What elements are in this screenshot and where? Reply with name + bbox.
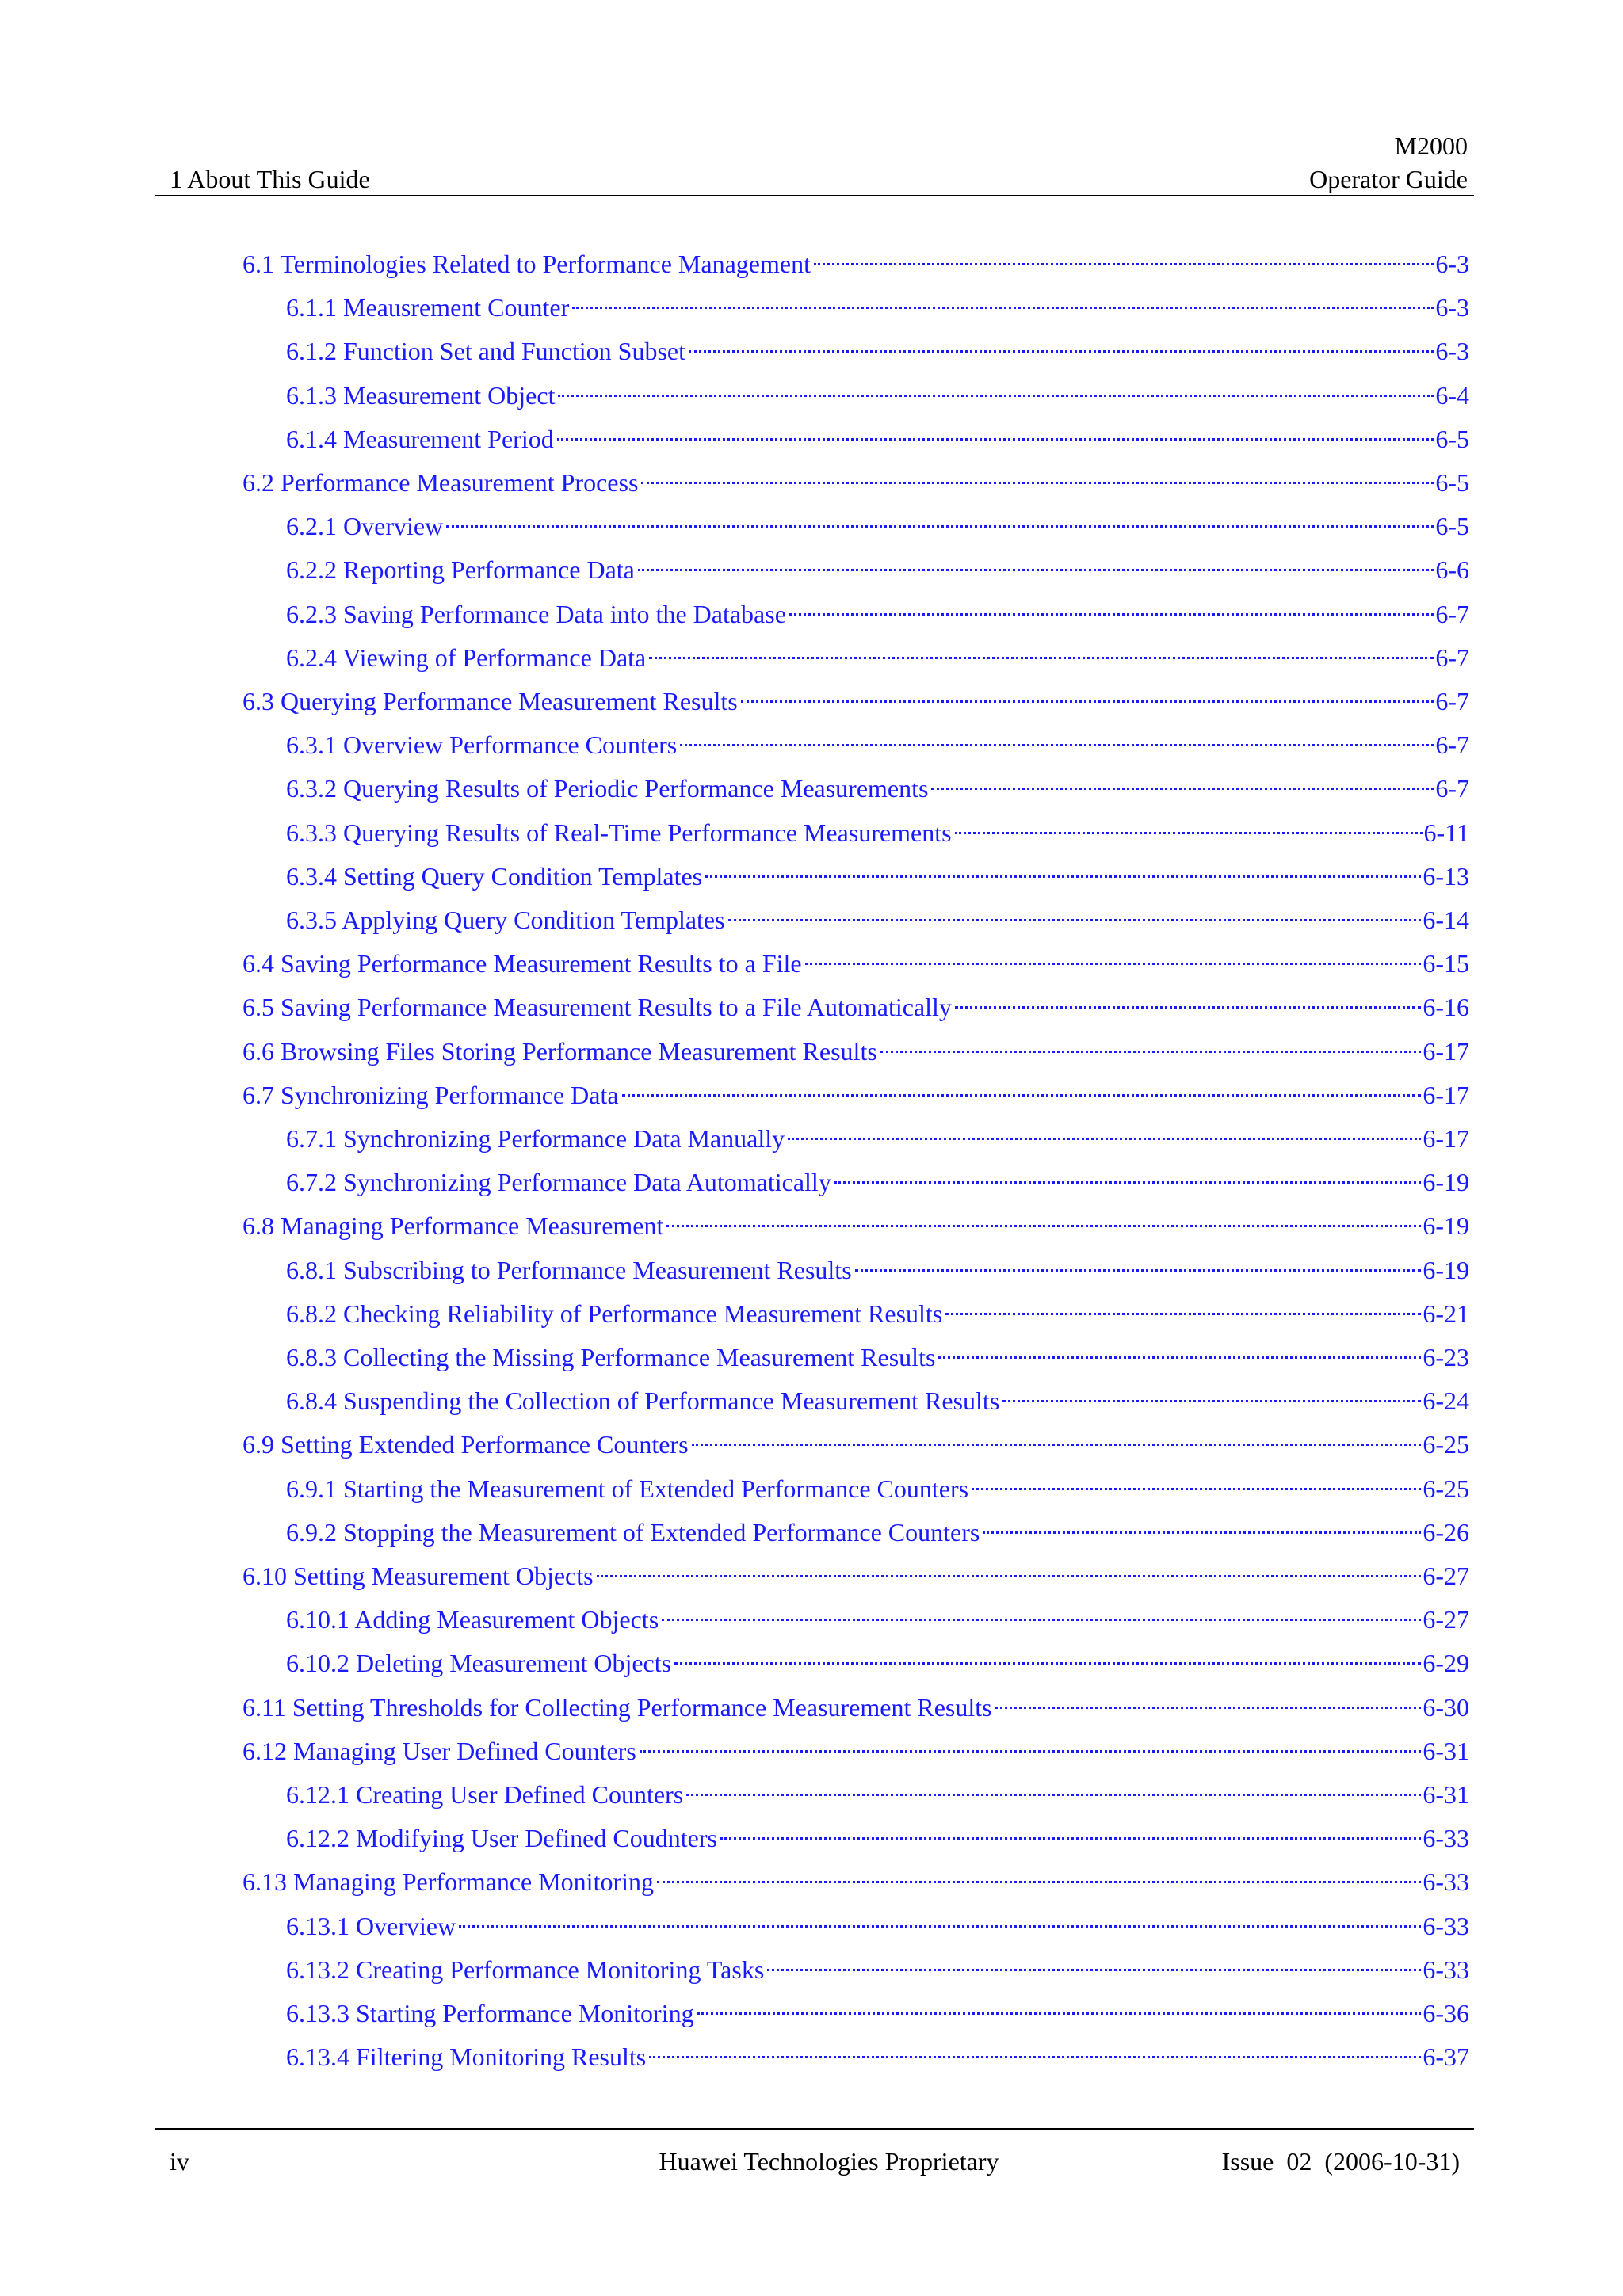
toc-entry-title[interactable]: 6.1.4 Measurement Period — [286, 424, 554, 453]
toc-entry-title[interactable]: 6.12.2 Modifying User Defined Coudnters — [286, 1824, 717, 1853]
toc-entry-title[interactable]: 6.13 Managing Performance Monitoring — [242, 1867, 654, 1897]
toc-entry-title[interactable]: 6.3.5 Applying Query Condition Templates — [286, 906, 725, 934]
toc-entry-page[interactable]: 6-23 — [1423, 1343, 1469, 1371]
toc-dot-leader — [805, 925, 1422, 965]
toc-entry-page[interactable]: 6-31 — [1423, 1780, 1469, 1809]
toc-entry-page[interactable]: 6-14 — [1423, 906, 1469, 934]
toc-dot-leader — [557, 400, 1434, 441]
toc-entry-title[interactable]: 6.3.4 Setting Query Condition Templates — [286, 861, 703, 891]
toc-entry-title[interactable]: 6.13.1 Overview — [286, 1911, 456, 1940]
toc-dot-leader — [666, 1187, 1421, 1227]
toc-entry-page[interactable]: 6-19 — [1423, 1255, 1469, 1284]
toc-entry-page[interactable]: 6-13 — [1423, 861, 1469, 891]
toc-entry-title[interactable]: 6.1 Terminologies Related to Performance Management — [242, 250, 811, 278]
toc-entry-title[interactable]: 6.1.2 Function Set and Function Subset — [286, 337, 685, 366]
toc-entry-title[interactable]: 6.10 Setting Measurement Objects — [242, 1562, 594, 1590]
toc-entry-title[interactable]: 6.10.2 Deleting Measurement Objects — [286, 1649, 672, 1678]
toc-entry-title[interactable]: 6.12.1 Creating User Defined Counters — [286, 1780, 684, 1809]
toc-dot-leader — [789, 575, 1434, 616]
toc-entry-title[interactable]: 6.3 Querying Performance Measurement Results — [242, 687, 738, 715]
footer-page-number: iv — [170, 2147, 189, 2176]
toc-dot-leader — [788, 1100, 1421, 1140]
toc-dot-leader — [720, 1799, 1421, 1840]
toc-entry-page[interactable]: 6-21 — [1423, 1299, 1469, 1328]
toc-entry-page[interactable]: 6-29 — [1423, 1649, 1469, 1678]
toc-entry-page[interactable]: 6-7 — [1435, 643, 1469, 672]
toc-entry-page[interactable]: 6-6 — [1435, 555, 1469, 585]
toc-entry-page[interactable]: 6-33 — [1423, 1867, 1469, 1897]
toc-entry-title[interactable]: 6.8.1 Subscribing to Performance Measurement Results — [286, 1255, 852, 1284]
toc-entry-page[interactable]: 6-11 — [1423, 818, 1469, 847]
toc-entry-page[interactable]: 6-16 — [1423, 993, 1469, 1022]
toc-dot-leader — [689, 312, 1434, 353]
toc-dot-leader — [649, 619, 1434, 659]
toc-dot-leader — [640, 1712, 1422, 1753]
toc-entry-title[interactable]: 6.1.3 Measurement Object — [286, 380, 556, 410]
toc-entry-page[interactable]: 6-25 — [1423, 1474, 1469, 1503]
toc-dot-leader — [572, 269, 1434, 309]
toc-dot-leader — [1002, 1362, 1421, 1402]
toc-entry-title[interactable]: 6.13.4 Filtering Monitoring Results — [286, 2042, 647, 2072]
toc-dot-leader — [955, 794, 1423, 834]
toc-entry-page[interactable]: 6-3 — [1435, 293, 1469, 322]
toc-dot-leader — [680, 706, 1434, 746]
toc-entry-title[interactable]: 6.2 Performance Measurement Process — [242, 468, 639, 497]
toc-dot-leader — [692, 1405, 1422, 1446]
toc-entry-page[interactable]: 6-25 — [1423, 1430, 1469, 1459]
toc-entry-title[interactable]: 6.12 Managing User Defined Counters — [242, 1736, 636, 1765]
toc-entry-page[interactable]: 6-26 — [1423, 1517, 1469, 1547]
toc-entry-page[interactable]: 6-19 — [1423, 1211, 1469, 1241]
toc-entry-title[interactable]: 6.3.1 Overview Performance Counters — [286, 730, 678, 760]
toc-entry-page[interactable]: 6-37 — [1423, 2042, 1469, 2072]
toc-entry-page[interactable]: 6-36 — [1423, 1999, 1469, 2027]
toc-dot-leader — [641, 444, 1434, 484]
header-divider — [155, 195, 1474, 196]
toc-dot-leader — [767, 1931, 1421, 1971]
toc-dot-leader — [558, 357, 1434, 397]
toc-entry-page[interactable]: 6-3 — [1435, 250, 1469, 278]
toc-entry-page[interactable]: 6-5 — [1435, 468, 1469, 497]
toc-entry-page[interactable]: 6-17 — [1423, 1036, 1469, 1066]
toc-entry-title[interactable]: 6.8.3 Collecting the Missing Performance Measurement Results — [286, 1343, 936, 1371]
toc-entry-page[interactable]: 6-30 — [1423, 1692, 1469, 1722]
toc-dot-leader — [649, 2018, 1421, 2058]
toc-entry-title[interactable]: 6.10.1 Adding Measurement Objects — [286, 1605, 659, 1634]
toc-dot-leader — [741, 662, 1434, 703]
toc-entry-title[interactable]: 6.3.2 Querying Results of Periodic Performance Measurements — [286, 774, 929, 803]
toc-dot-leader — [657, 1843, 1421, 1883]
toc-dot-leader — [622, 1056, 1422, 1097]
toc-entry-page[interactable]: 6-7 — [1435, 599, 1469, 628]
toc-dot-leader — [855, 1231, 1422, 1272]
toc-entry-title[interactable]: 6.2.3 Saving Performance Data into the Database — [286, 599, 786, 628]
toc-dot-leader — [728, 881, 1422, 921]
footer-issue-date: Issue 02 (2006-10-31) — [1221, 2147, 1460, 2176]
toc-entry-page[interactable]: 6-17 — [1423, 1080, 1469, 1109]
header-doc-type: Operator Guide — [1309, 165, 1468, 193]
toc-entry-page[interactable]: 6-3 — [1435, 337, 1469, 366]
toc-entry-title[interactable]: 6.2.1 Overview — [286, 512, 444, 541]
toc-entry-page[interactable]: 6-4 — [1435, 380, 1469, 410]
toc-dot-leader — [686, 1756, 1421, 1796]
toc-entry-title[interactable]: 6.13.3 Starting Performance Monitoring — [286, 1999, 694, 2027]
page-footer — [170, 2144, 1468, 2179]
toc-dot-leader — [995, 1669, 1422, 1709]
toc-dot-leader — [697, 1974, 1422, 2015]
toc-entry-page[interactable]: 6-24 — [1423, 1386, 1469, 1416]
toc-dot-leader — [597, 1537, 1422, 1577]
toc-dot-leader — [674, 1624, 1421, 1665]
toc-entry-title[interactable]: 6.9.2 Stopping the Measurement of Extended Performance Counters — [286, 1517, 980, 1547]
toc-entry-page[interactable]: 6-33 — [1423, 1955, 1469, 1984]
toc-entry-page[interactable]: 6-5 — [1435, 512, 1469, 541]
toc-entry-title[interactable]: 6.11 Setting Thresholds for Collecting Performance Measurement Results — [242, 1692, 992, 1722]
toc-entry-page[interactable]: 6-27 — [1423, 1562, 1469, 1590]
toc-entry-title[interactable]: 6.7.1 Synchronizing Performance Data Manually — [286, 1124, 785, 1153]
toc-dot-leader — [983, 1493, 1421, 1534]
toc-dot-leader — [931, 749, 1434, 790]
toc-entry[interactable] — [286, 2025, 1469, 2072]
toc-entry-title[interactable]: 6.8 Managing Performance Measurement — [242, 1211, 664, 1241]
toc-dot-leader — [459, 1887, 1421, 1928]
toc-entry-title[interactable]: 6.6 Browsing Files Storing Performance Measurement Results — [242, 1036, 877, 1066]
toc-entry-page[interactable]: 6-15 — [1423, 949, 1469, 978]
toc-dot-leader — [945, 1275, 1421, 1315]
footer-divider — [155, 2128, 1474, 2130]
toc-entry-title[interactable]: 6.3.3 Querying Results of Real-Time Performance Measurements — [286, 818, 952, 847]
toc-dot-leader — [955, 968, 1421, 1009]
toc-dot-leader — [638, 531, 1434, 571]
toc-entry-title[interactable]: 6.4 Saving Performance Measurement Results to a File — [242, 949, 802, 978]
toc-entry-page[interactable]: 6-7 — [1435, 774, 1469, 803]
toc-dot-leader — [814, 225, 1434, 265]
toc-entry-page[interactable]: 6-33 — [1423, 1824, 1469, 1853]
footer-proprietary-notice: Huawei Technologies Proprietary — [659, 2147, 999, 2176]
toc-entry-title[interactable]: 6.9 Setting Extended Performance Counters — [242, 1430, 689, 1459]
toc-dot-leader — [938, 1318, 1421, 1359]
toc-entry-title[interactable]: 6.2.2 Reporting Performance Data — [286, 555, 635, 585]
toc-entry-page[interactable]: 6-33 — [1423, 1911, 1469, 1940]
toc-entry-title[interactable]: 6.9.1 Starting the Measurement of Extended Performance Counters — [286, 1474, 969, 1503]
toc-dot-leader — [880, 1013, 1422, 1053]
header-chapter-title: 1 About This Guide — [170, 165, 370, 193]
toc-entry-page[interactable]: 6-19 — [1423, 1168, 1469, 1197]
toc-entry-title[interactable]: 6.5 Saving Performance Measurement Results to a File Automatically — [242, 993, 952, 1022]
toc-entry-title[interactable]: 6.13.2 Creating Performance Monitoring Tasks — [286, 1955, 765, 1984]
toc-dot-leader — [834, 1143, 1422, 1184]
header-product-name: M2000 — [1394, 132, 1468, 160]
toc-entry-page[interactable]: 6-31 — [1423, 1736, 1469, 1765]
toc-entry-title[interactable]: 6.1.1 Meausrement Counter — [286, 293, 570, 322]
toc-dot-leader — [705, 837, 1421, 878]
toc-entry-page[interactable]: 6-7 — [1435, 687, 1469, 715]
page-header — [170, 163, 1468, 195]
toc-entry-page[interactable]: 6-27 — [1423, 1605, 1469, 1634]
toc-entry-title[interactable]: 6.8.2 Checking Reliability of Performance Measurement Results — [286, 1299, 943, 1328]
toc-dot-leader — [446, 487, 1434, 528]
toc-entry-page[interactable]: 6-5 — [1435, 424, 1469, 453]
toc-dot-leader — [972, 1450, 1421, 1490]
toc-entry-title[interactable]: 6.7.2 Synchronizing Performance Data Automatically — [286, 1168, 831, 1197]
toc-entry-title[interactable]: 6.8.4 Suspending the Collection of Performance Measurement Results — [286, 1386, 1000, 1416]
toc-dot-leader — [662, 1581, 1421, 1621]
toc-entry-title[interactable]: 6.7 Synchronizing Performance Data — [242, 1080, 619, 1109]
toc-entry-page[interactable]: 6-17 — [1423, 1124, 1469, 1153]
toc-entry-page[interactable]: 6-7 — [1435, 730, 1469, 760]
toc-entry-title[interactable]: 6.2.4 Viewing of Performance Data — [286, 643, 647, 672]
